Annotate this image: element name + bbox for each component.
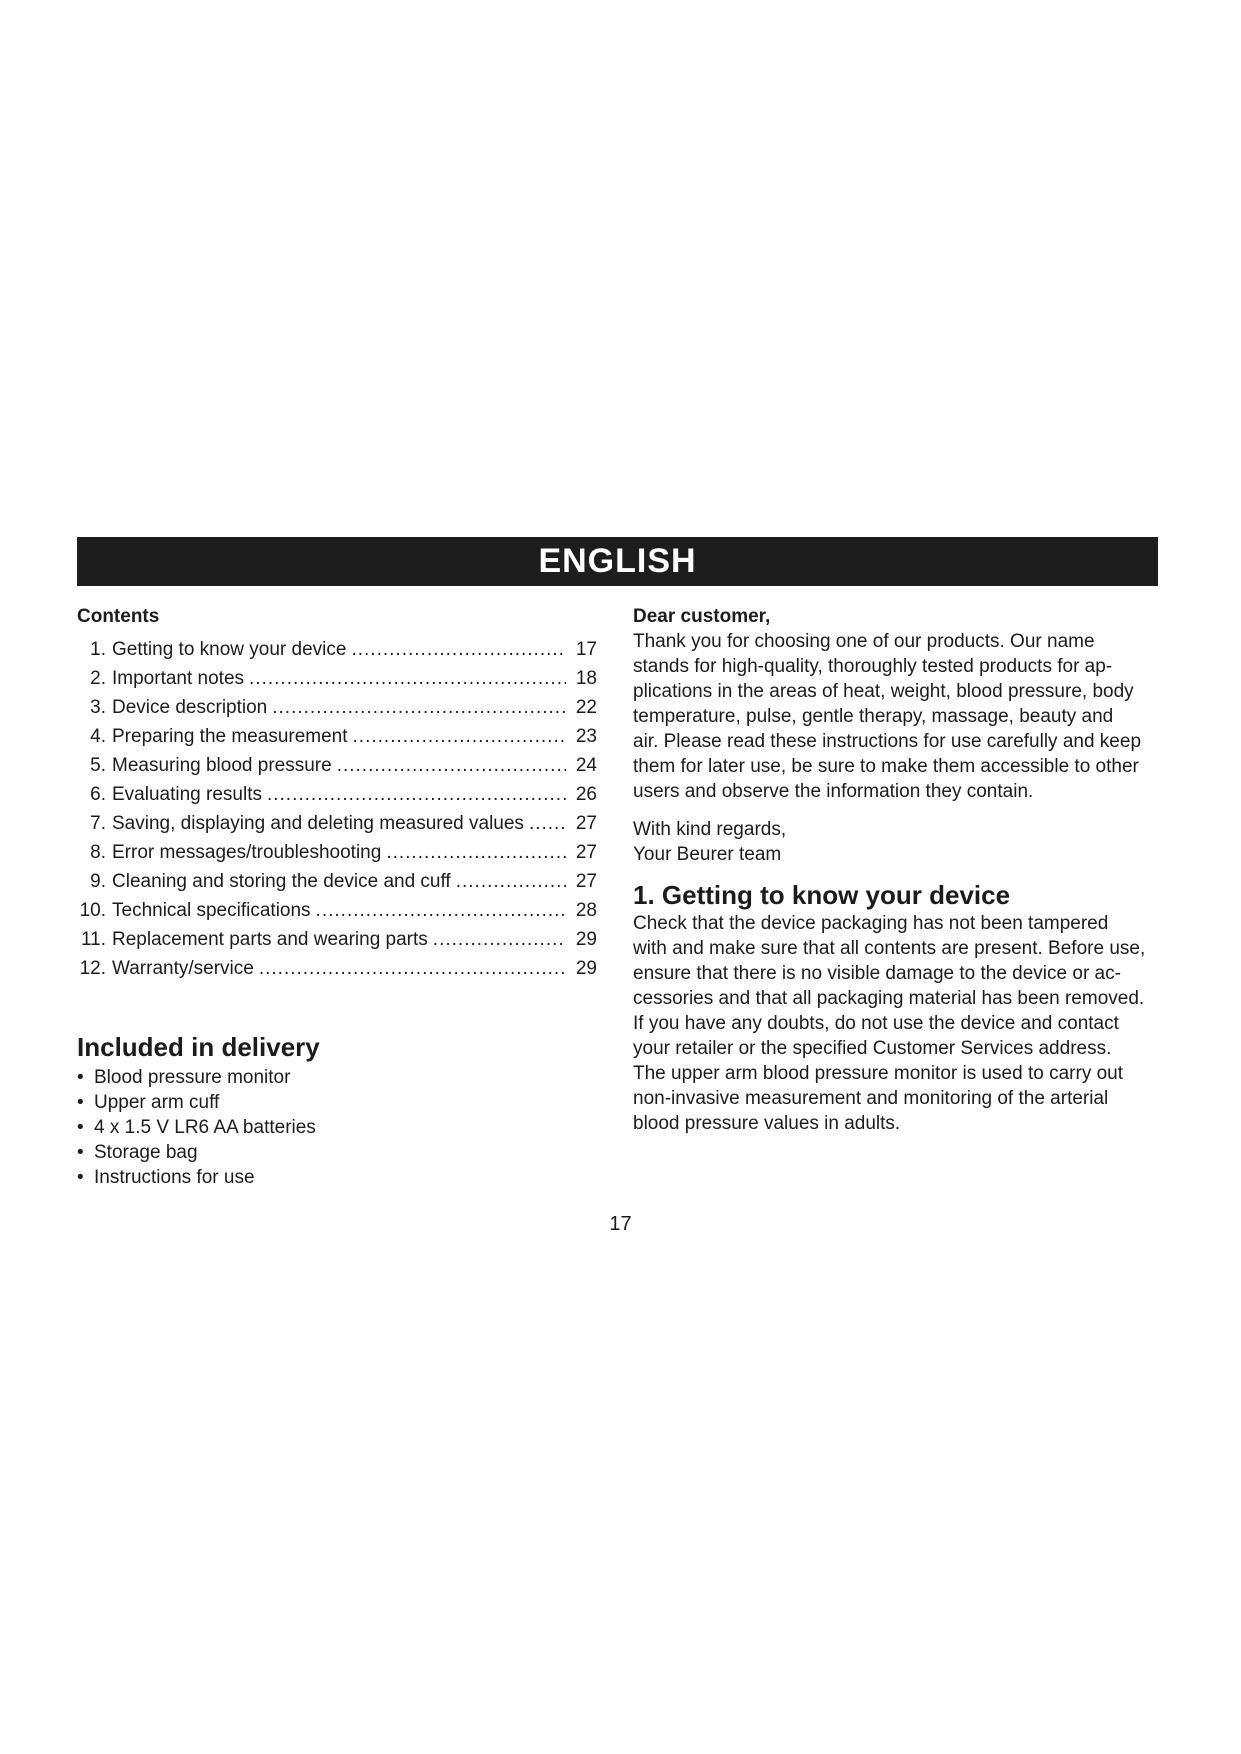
- list-item: • 4 x 1.5 V LR6 AA batteries: [77, 1117, 316, 1138]
- page-number: 17: [609, 1213, 632, 1235]
- left-column: [77, 605, 597, 1190]
- toc-item[interactable]: 3. Device description ..... 22: [77, 693, 597, 722]
- letter-body: Thank you for choosing one of our products. Our name stands for high-quality, thoroughly tested products for ap- plications in the areas of heat, weight, blood pressure, body temperature, pulse, gentle therapy, massage, beauty and air. Please read these instructions for use carefully and keep them for later use, be sure to make them accessible to other users and observe the information they contain.: [633, 631, 1142, 802]
- list-item: • Storage bag: [77, 1142, 198, 1163]
- included-list: [77, 1065, 597, 1190]
- toc-item[interactable]: 5. Measuring blood pressure ..... 24: [77, 751, 597, 780]
- list-item: • Instructions for use: [77, 1167, 255, 1188]
- right-column: [633, 605, 1158, 1136]
- contents-heading: Contents: [77, 606, 160, 627]
- toc-item[interactable]: 1. Getting to know your device ..... 17: [77, 635, 597, 664]
- toc-item[interactable]: 6. Evaluating results ..... 26: [77, 780, 597, 809]
- included-heading: Included in delivery: [77, 1032, 320, 1062]
- letter-closing: With kind regards, Your Beurer team: [633, 819, 787, 865]
- toc-item[interactable]: 12. Warranty/service ..... 29: [77, 954, 597, 983]
- list-item: • Blood pressure monitor: [77, 1067, 291, 1088]
- toc-item[interactable]: 11. Replacement parts and wearing parts ..... 29: [77, 925, 597, 954]
- language-banner: ENGLISH: [77, 537, 1158, 586]
- section-1-heading: 1. Getting to know your device: [633, 880, 1011, 910]
- salutation: Dear customer,: [633, 606, 771, 627]
- toc-item[interactable]: 2. Important notes ..... 18: [77, 664, 597, 693]
- section-1-body: Check that the device packaging has not been tampered with and make sure that all contents are present. Before use, ensure that there is no visible damage to the device or ac- cessories and that all packaging material has been removed. If you have any doubts, do not use the device and contact your retailer or the specified Customer Services address. The upper arm blood pressure monitor is used to carry out non-invasive measurement and monitoring of the arterial blood pressure values in adults.: [633, 913, 1146, 1134]
- toc-item[interactable]: 9. Cleaning and storing the device and cuff ..... 27: [77, 867, 597, 896]
- list-item: • Upper arm cuff: [77, 1092, 220, 1113]
- toc-item[interactable]: 4. Preparing the measurement ..... 23: [77, 722, 597, 751]
- table-of-contents: [77, 635, 597, 983]
- toc-item[interactable]: 7. Saving, displaying and deleting measured values ..... 27: [77, 809, 597, 838]
- toc-item[interactable]: 8. Error messages/troubleshooting ..... 27: [77, 838, 597, 867]
- toc-item[interactable]: 10. Technical specifications ..... 28: [77, 896, 597, 925]
